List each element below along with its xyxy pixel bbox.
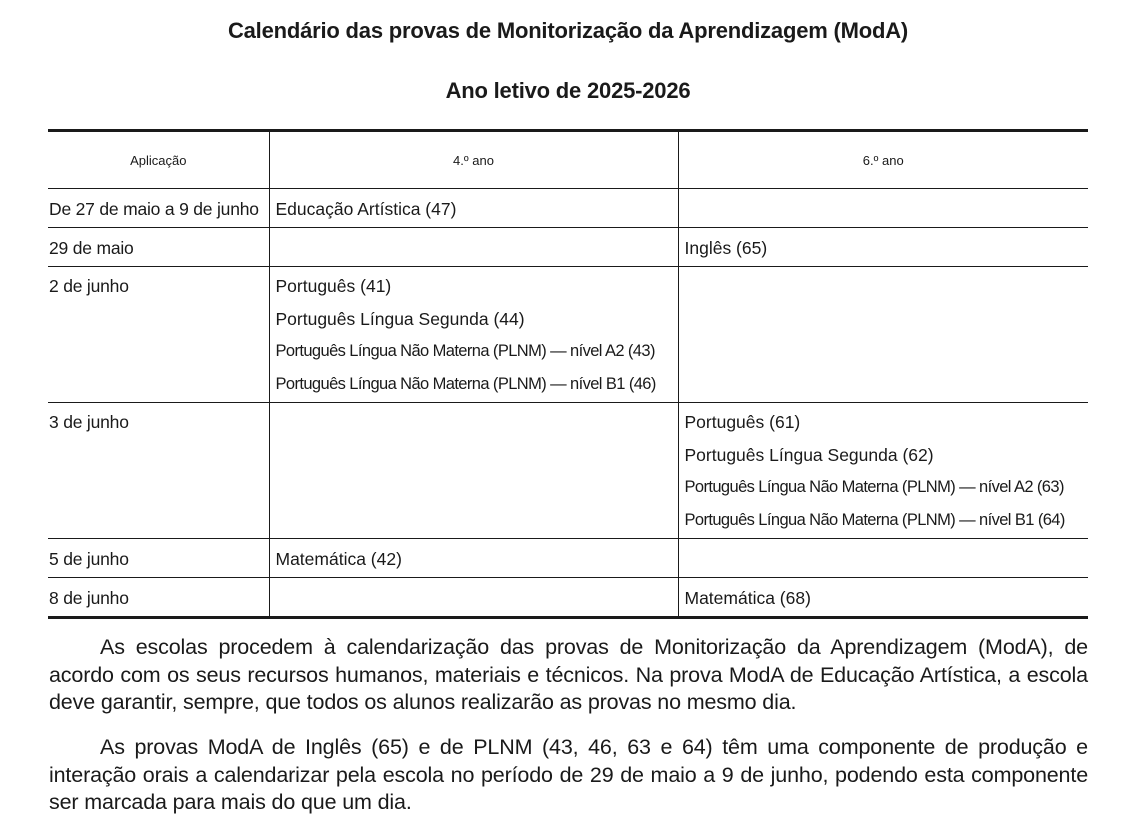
date-text: De 27 de maio a 9 de junho <box>49 199 259 219</box>
exam-calendar-table <box>48 129 1088 619</box>
exam-item: Português Língua Segunda (44) <box>275 308 525 329</box>
date-cell <box>48 189 269 228</box>
column-header-grade-6: 6.º ano <box>678 131 1088 189</box>
document-subtitle: Ano letivo de 2025-2026 <box>445 78 691 103</box>
table-row <box>48 539 1088 578</box>
table-row <box>48 267 1088 403</box>
exam-item: Português Língua Segunda (62) <box>684 444 934 465</box>
grade-4-cell <box>269 189 678 228</box>
exam-item: Português (41) <box>275 276 392 296</box>
grade-4-cell <box>269 578 678 618</box>
date-cell <box>48 267 269 403</box>
date-text: 5 de junho <box>49 549 129 569</box>
body-paragraph-oral-component: As provas ModA de Inglês (65) e de PLNM (43, 46, 63 e 64) têm uma componente de produção e interação orais a calendarizar pela escola no período de 29 de maio a 9 de junho, podendo esta componente ser marcada para mais do que um dia. <box>49 735 1088 814</box>
grade-4-cell <box>269 228 678 267</box>
grade-4-cell <box>269 403 678 539</box>
table-row <box>48 403 1088 539</box>
date-cell <box>48 539 269 578</box>
column-header-application: Aplicação <box>48 131 269 189</box>
table-row <box>48 189 1088 228</box>
date-cell <box>48 578 269 618</box>
table-row <box>48 228 1088 267</box>
table-row <box>48 578 1088 618</box>
column-header-grade-4: 4.º ano <box>269 131 678 189</box>
date-text: 2 de junho <box>49 276 129 296</box>
date-cell <box>48 403 269 539</box>
exam-item: Português Língua Não Materna (PLNM) — nível B1 (64) <box>684 510 1065 529</box>
grade-6-cell <box>678 403 1088 539</box>
grade-4-cell <box>269 267 678 403</box>
grade-6-cell <box>678 539 1088 578</box>
exam-item: Inglês (65) <box>684 238 768 258</box>
table-header-row <box>48 131 1088 189</box>
exam-item: Português (61) <box>684 412 801 432</box>
grade-4-cell <box>269 539 678 578</box>
date-text: 8 de junho <box>49 588 129 608</box>
exam-item: Português Língua Não Materna (PLNM) — nível B1 (46) <box>275 374 656 393</box>
document-title: Calendário das provas de Monitorização da Aprendizagem (ModA) <box>227 18 909 43</box>
date-cell <box>48 228 269 267</box>
body-paragraph-scheduling: As escolas procedem à calendarização das provas de Monitorização da Aprendizagem (ModA), de acordo com os seus recursos humanos, materiais e técnicos. Na prova ModA de Educação Artística, a escola deve garantir, sempre, que todos os alunos realizarão as provas no mesmo dia. <box>49 635 1088 714</box>
grade-6-cell <box>678 189 1088 228</box>
exam-item: Educação Artística (47) <box>275 199 457 219</box>
exam-item: Matemática (68) <box>684 588 811 608</box>
exam-item: Português Língua Não Materna (PLNM) — nível A2 (43) <box>275 342 655 360</box>
exam-item: Matemática (42) <box>275 549 402 569</box>
grade-6-cell <box>678 578 1088 618</box>
date-text: 29 de maio <box>49 238 134 258</box>
grade-6-cell <box>678 228 1088 267</box>
exam-item: Português Língua Não Materna (PLNM) — nível A2 (63) <box>684 478 1064 496</box>
date-text: 3 de junho <box>49 412 129 432</box>
grade-6-cell <box>678 267 1088 403</box>
